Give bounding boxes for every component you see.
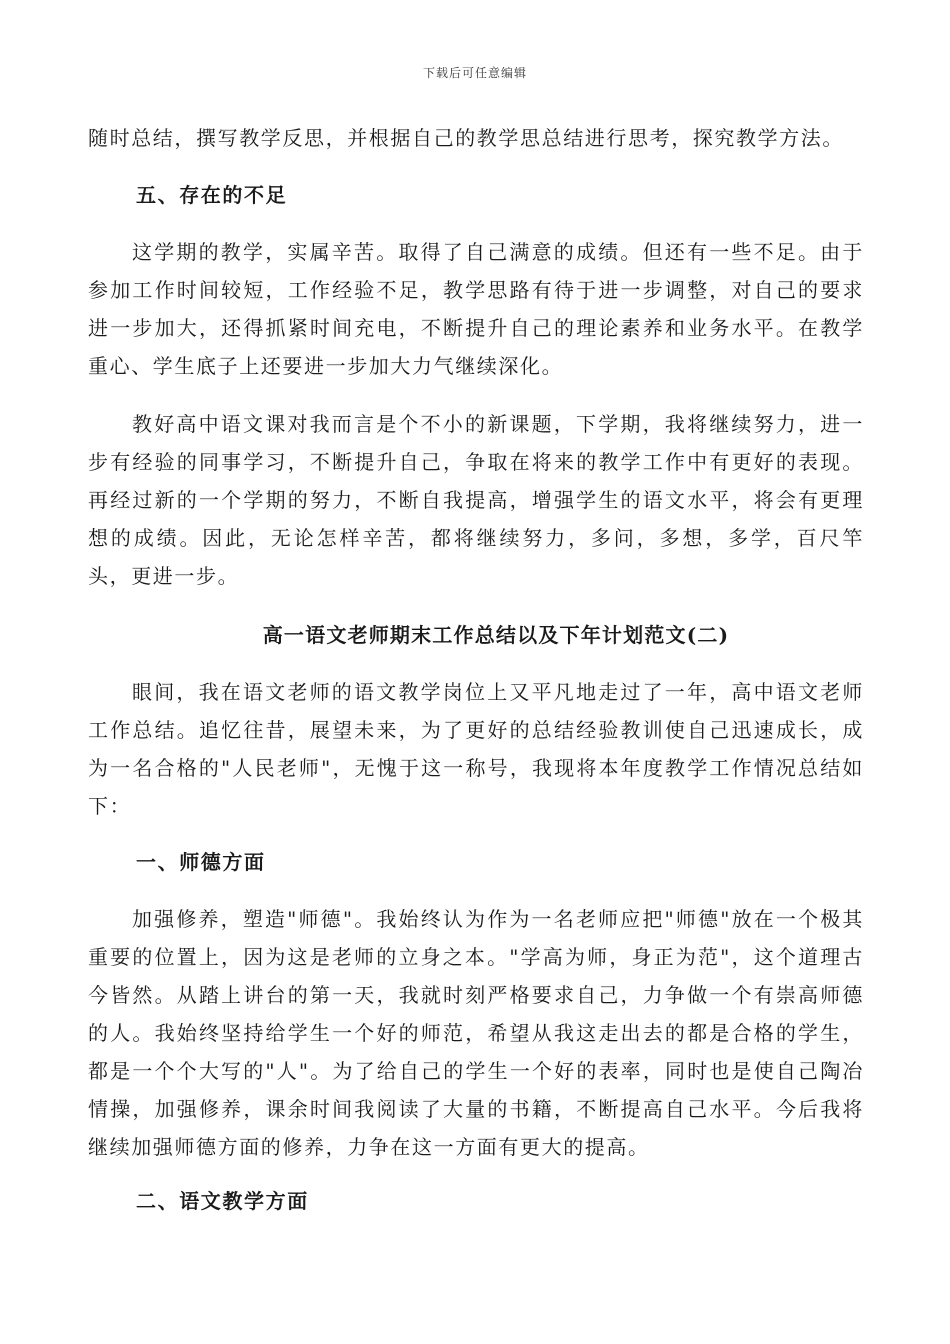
section-heading-ethics: 一、师德方面 bbox=[136, 850, 266, 874]
paragraph-future-plan: 教好高中语文课对我而言是个不小的新课题，下学期，我将继续努力，进一步有经验的同事学习，不断提升自己，争取在将来的教学工作中有更好的表现。再经过新的一个学期的努力，不断自我提高，增强学生的语文水平，将会有更理想的成绩。因此，无论怎样辛苦，都将继续努力，多问，多想，多学，百尺竿头，更进一步。 bbox=[88, 412, 864, 588]
section-heading-shortcomings: 五、存在的不足 bbox=[136, 183, 288, 207]
page-header: 下载后可任意编辑 bbox=[422, 66, 527, 80]
paragraph-intro: 眼间，我在语文老师的语文教学岗位上又平凡地走过了一年，高中语文老师工作总结。追忆往昔，展望未来，为了更好的总结经验教训使自己迅速成长，成为一名合格的"人民老师"，无愧于这一称号，我现将本年度教学工作情况总结如下： bbox=[88, 680, 864, 818]
document-title: 高一语文老师期末工作总结以及下年计划范文(二) bbox=[262, 623, 730, 647]
paragraph-ethics: 加强修养，塑造"师德"。我始终认为作为一名老师应把"师德"放在一个极其重要的位置上，因为这是老师的立身之本。"学高为师，身正为范"，这个道理古今皆然。从踏上讲台的第一天，我就时刻严格要求自己，力争做一个有崇高师德的人。我始终坚持给学生一个好的师范，希望从我这走出去的都是合格的学生，都是一个个大写的"人"。为了给自己的学生一个好的表率，同时也是使自己陶冶情操，加强修养，课余时间我阅读了大量的书籍，不断提高自己水平。今后我将继续加强师德方面的修养，力争在这一方面有更大的提高。 bbox=[88, 907, 864, 1159]
paragraph-continued: 随时总结，撰写教学反思，并根据自己的教学思总结进行思考，探究教学方法。 bbox=[88, 126, 844, 150]
paragraph-shortcomings: 这学期的教学，实属辛苦。取得了自己满意的成绩。但还有一些不足。由于参加工作时间较短，工作经验不足，教学思路有待于进一步调整，对自己的要求进一步加大，还得抓紧时间充电，不断提升自己的理论素养和业务水平。在教学重心、学生底子上还要进一步加大力气继续深化。 bbox=[88, 240, 864, 378]
section-heading-teaching: 二、语文教学方面 bbox=[136, 1189, 309, 1213]
